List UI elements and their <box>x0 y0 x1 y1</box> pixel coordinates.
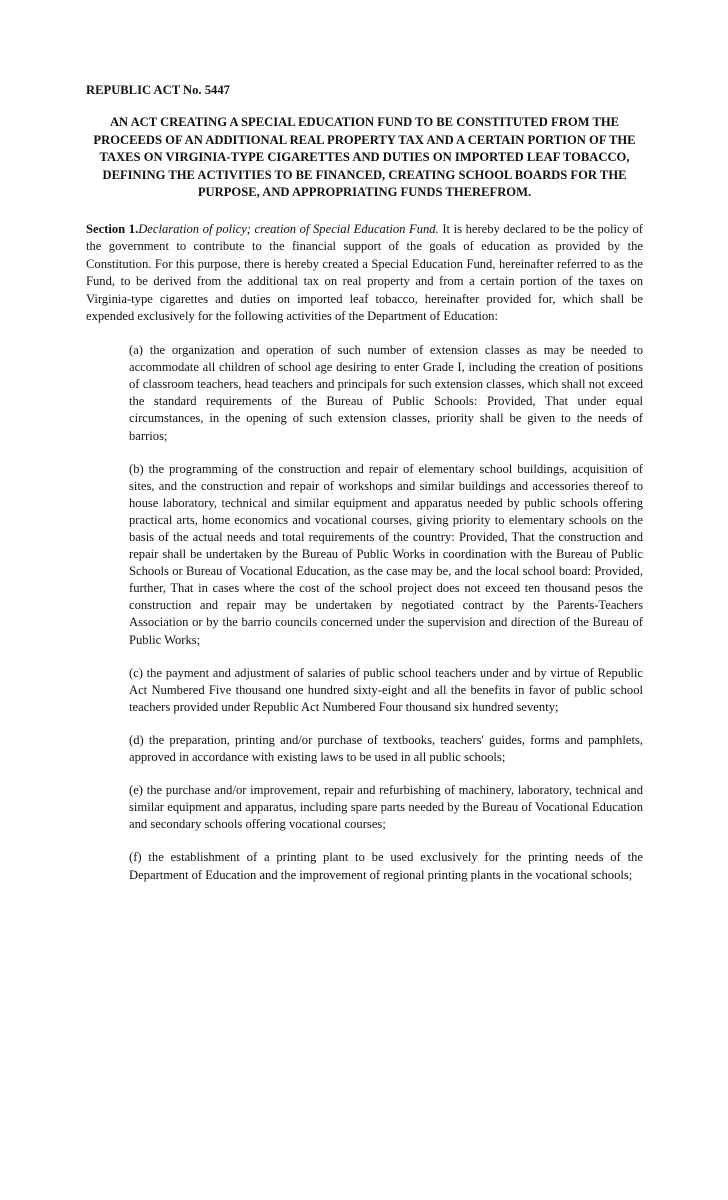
section-heading: Declaration of policy; creation of Special Education Fund. <box>138 221 439 236</box>
act-title: AN ACT CREATING A SPECIAL EDUCATION FUND TO BE CONSTITUTED FROM THE PROCEEDS OF AN ADDITIONAL REAL PROPERTY TAX AND A CERTAIN PORTION OF THE TAXES ON VIRGINIA-TYPE CIGARETTES AND DUTIES ON IMPORTED LEAF TOBACCO, DEFINING THE ACTIVITIES TO BE FINANCED, CREATING SCHOOL BOARDS FOR THE PURPOSE, AND APPROPRIATING FUNDS THEREFROM. <box>93 115 636 199</box>
list-item-a: (a) the organization and operation of such number of extension classes as may be needed to accommodate all children of school age desiring to enter Grade I, including the creation of positions of classroom teachers, head teachers and principals for such extension classes, which shall not exceed the standard requirements of the Bureau of Public Schools: Provided, That under equal circumstances, in the opening of such extension classes, priority shall be given to the needs of barrios; <box>129 343 643 443</box>
list-item-e: (e) the purchase and/or improvement, repair and refurbishing of machinery, laboratory, technical and similar equipment and apparatus, including spare parts needed by the Bureau of Vocational Education and secondary schools offering vocational courses; <box>129 783 643 832</box>
section-label: Section 1. <box>86 221 139 236</box>
list-item-b: (b) the programming of the construction and repair of elementary school buildings, acquisition of sites, and the construction and repair of workshops and similar buildings and accessories thereof to house laboratory, technical and similar equipment and apparatus needed by public schools offering practical arts, home economics and vocational courses, giving priority to elementary schools on the basis of the actual needs and total requirements of the country: Provided, That the construction and repair shall be undertaken by the Bureau of Public Works in coordination with the Bureau of Public Schools or Bureau of Vocational Education, as the case may be, and the local school board: Provided, further, That in cases where the cost of the school project does not exceed ten thousand pesos the construction and repair may be undertaken by negotiated contract by the Parents-Teachers Association or by the barrio councils concerned under the supervision and direction of the Bureau of Public Works; <box>129 461 643 647</box>
act-number: REPUBLIC ACT No. 5447 <box>86 83 230 97</box>
list-item-f: (f) the establishment of a printing plant to be used exclusively for the printing needs of the Department of Education and the improvement of regional printing plants in the vocational schools; <box>129 850 643 882</box>
activity-list <box>129 342 643 884</box>
section-body: It is hereby declared to be the policy of the government to contribute to the financial support of the goals of education as provided by the Constitution. For this purpose, there is hereby created a Special Education Fund, hereinafter referred to as the Fund, to be derived from the additional tax on real property and from a certain portion of the taxes on Virginia-type cigarettes and duties on imported leaf tobacco, hereinafter provided for, which shall be expended exclusively for the following activities of the Department of Education: <box>86 221 643 324</box>
list-item-c: (c) the payment and adjustment of salaries of public school teachers under and by virtue of Republic Act Numbered Five thousand one hundred sixty-eight and all the benefits in favor of public school teachers provided under Republic Act Numbered Four thousand six hundred seventy; <box>129 665 643 714</box>
document-page <box>86 82 643 900</box>
section-1-paragraph <box>86 221 643 327</box>
list-item-d: (d) the preparation, printing and/or purchase of textbooks, teachers' guides, forms and pamphlets, approved in accordance with existing laws to be used in all public schools; <box>129 732 643 765</box>
